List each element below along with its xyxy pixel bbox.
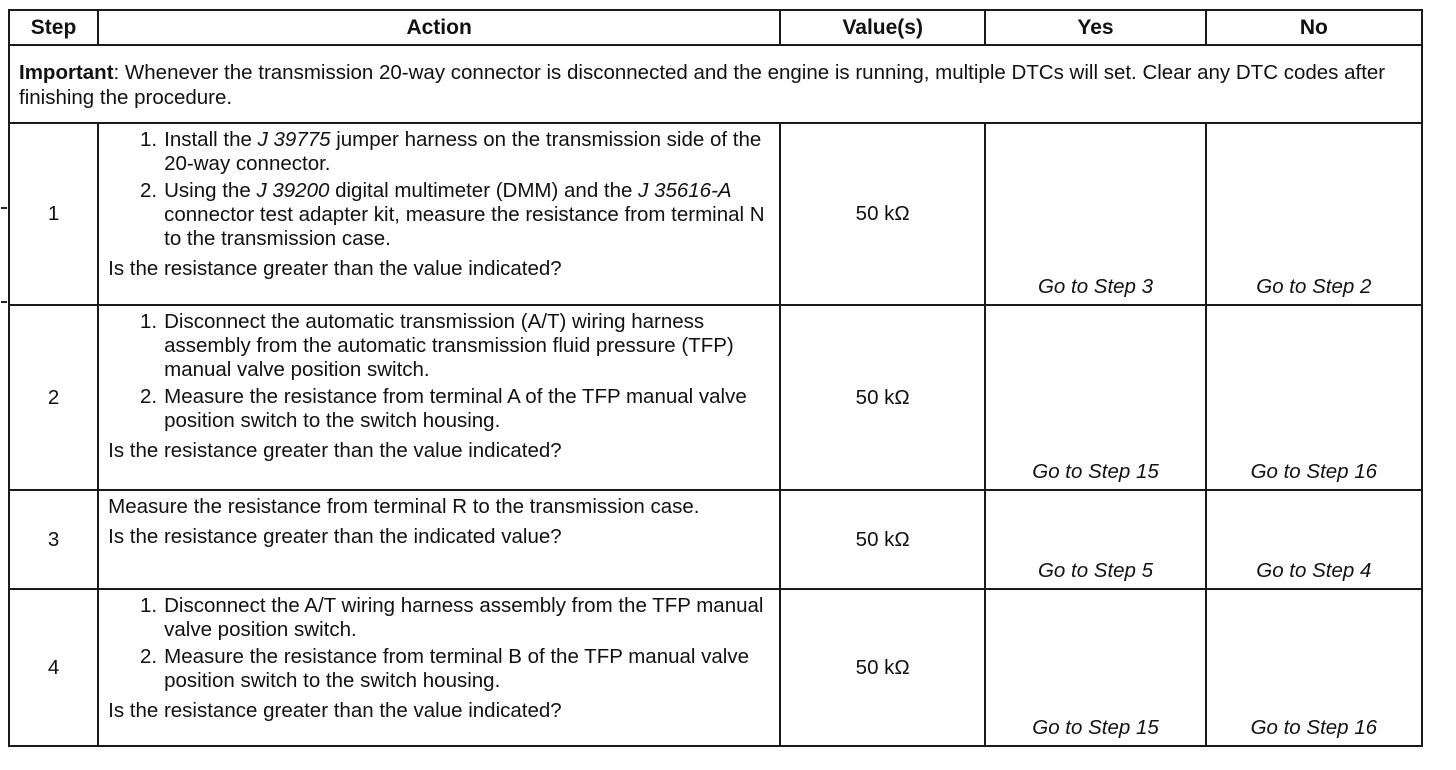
yes-link[interactable]: Go to Step 15 xyxy=(985,305,1205,490)
action-item xyxy=(108,128,773,176)
question-text: Is the resistance greater than the value indicated? xyxy=(108,257,562,280)
item-number: 2. xyxy=(140,645,158,668)
action-cell xyxy=(98,490,780,589)
table-row xyxy=(9,589,1422,746)
action-item xyxy=(108,310,773,382)
item-number: 1. xyxy=(140,594,158,617)
item-number: 2. xyxy=(140,179,158,202)
yes-link[interactable]: Go to Step 3 xyxy=(985,123,1205,305)
item-text: Measure the resistance from terminal B of the TFP manual valve position switch to the switch housing. xyxy=(164,645,750,692)
value-cell: 50 kΩ xyxy=(780,305,985,490)
step-number: 3 xyxy=(9,490,98,589)
tool-id: J 39200 xyxy=(256,179,330,202)
header-yes: Yes xyxy=(985,10,1205,45)
no-link[interactable]: Go to Step 16 xyxy=(1206,589,1422,746)
margin-tick-mark xyxy=(1,207,7,209)
diagnostic-table xyxy=(8,9,1423,747)
no-link[interactable]: Go to Step 2 xyxy=(1206,123,1422,305)
item-text: Disconnect the automatic transmission (A/T) wiring harness assembly from the automatic transmission fluid pressure (TFP) manual valve position switch. xyxy=(164,310,734,381)
action-item xyxy=(108,594,773,642)
header-step: Step xyxy=(9,10,98,45)
question-text: Is the resistance greater than the value indicated? xyxy=(108,699,562,722)
action-cell xyxy=(98,123,780,305)
action-text: Measure the resistance from terminal R to the transmission case. xyxy=(108,495,700,518)
item-text xyxy=(164,128,773,176)
header-action: Action xyxy=(98,10,780,45)
question-text: Is the resistance greater than the indicated value? xyxy=(108,525,562,548)
action-item xyxy=(108,385,773,433)
no-link[interactable]: Go to Step 16 xyxy=(1206,305,1422,490)
header-row xyxy=(9,10,1422,45)
action-cell xyxy=(98,305,780,490)
item-number: 2. xyxy=(140,385,158,408)
item-text: Measure the resistance from terminal A of the TFP manual valve position switch to the switch housing. xyxy=(164,385,747,432)
margin-tick-mark xyxy=(1,301,7,303)
important-note xyxy=(9,45,1422,123)
header-value: Value(s) xyxy=(780,10,985,45)
item-text-part: jumper harness on the transmission side of the 20-way connector. xyxy=(164,128,762,175)
value-cell: 50 kΩ xyxy=(780,589,985,746)
item-text-part: Using the xyxy=(164,179,257,202)
step-number: 2 xyxy=(9,305,98,490)
item-number: 1. xyxy=(140,310,158,333)
important-label: Important xyxy=(19,61,114,84)
question-text: Is the resistance greater than the value indicated? xyxy=(108,439,562,462)
table-row xyxy=(9,123,1422,305)
important-text: : Whenever the transmission 20-way connector is disconnected and the engine is running, multiple DTCs will set. Clear any DTC codes after finishing the procedure. xyxy=(19,61,1386,109)
value-cell: 50 kΩ xyxy=(780,123,985,305)
yes-link[interactable]: Go to Step 5 xyxy=(985,490,1205,589)
value-cell: 50 kΩ xyxy=(780,490,985,589)
yes-link[interactable]: Go to Step 15 xyxy=(985,589,1205,746)
header-no: No xyxy=(1206,10,1422,45)
item-text-part: connector test adapter kit, measure the resistance from terminal N to the transmission case. xyxy=(164,203,765,250)
table-row xyxy=(9,490,1422,589)
item-text: Disconnect the A/T wiring harness assembly from the TFP manual valve position switch. xyxy=(164,594,764,641)
action-item xyxy=(108,645,773,693)
important-row xyxy=(9,45,1422,123)
action-list xyxy=(108,594,773,693)
action-list xyxy=(108,310,773,433)
item-text xyxy=(164,179,773,251)
item-text-part: Install the xyxy=(164,128,258,151)
tool-id: J 35616-A xyxy=(638,179,732,202)
step-number: 4 xyxy=(9,589,98,746)
action-item xyxy=(108,179,773,251)
table-row xyxy=(9,305,1422,490)
item-text-part: digital multimeter (DMM) and the xyxy=(329,179,639,202)
action-list xyxy=(108,128,773,251)
no-link[interactable]: Go to Step 4 xyxy=(1206,490,1422,589)
step-number: 1 xyxy=(9,123,98,305)
action-cell xyxy=(98,589,780,746)
tool-id: J 39775 xyxy=(257,128,331,151)
item-number: 1. xyxy=(140,128,158,151)
